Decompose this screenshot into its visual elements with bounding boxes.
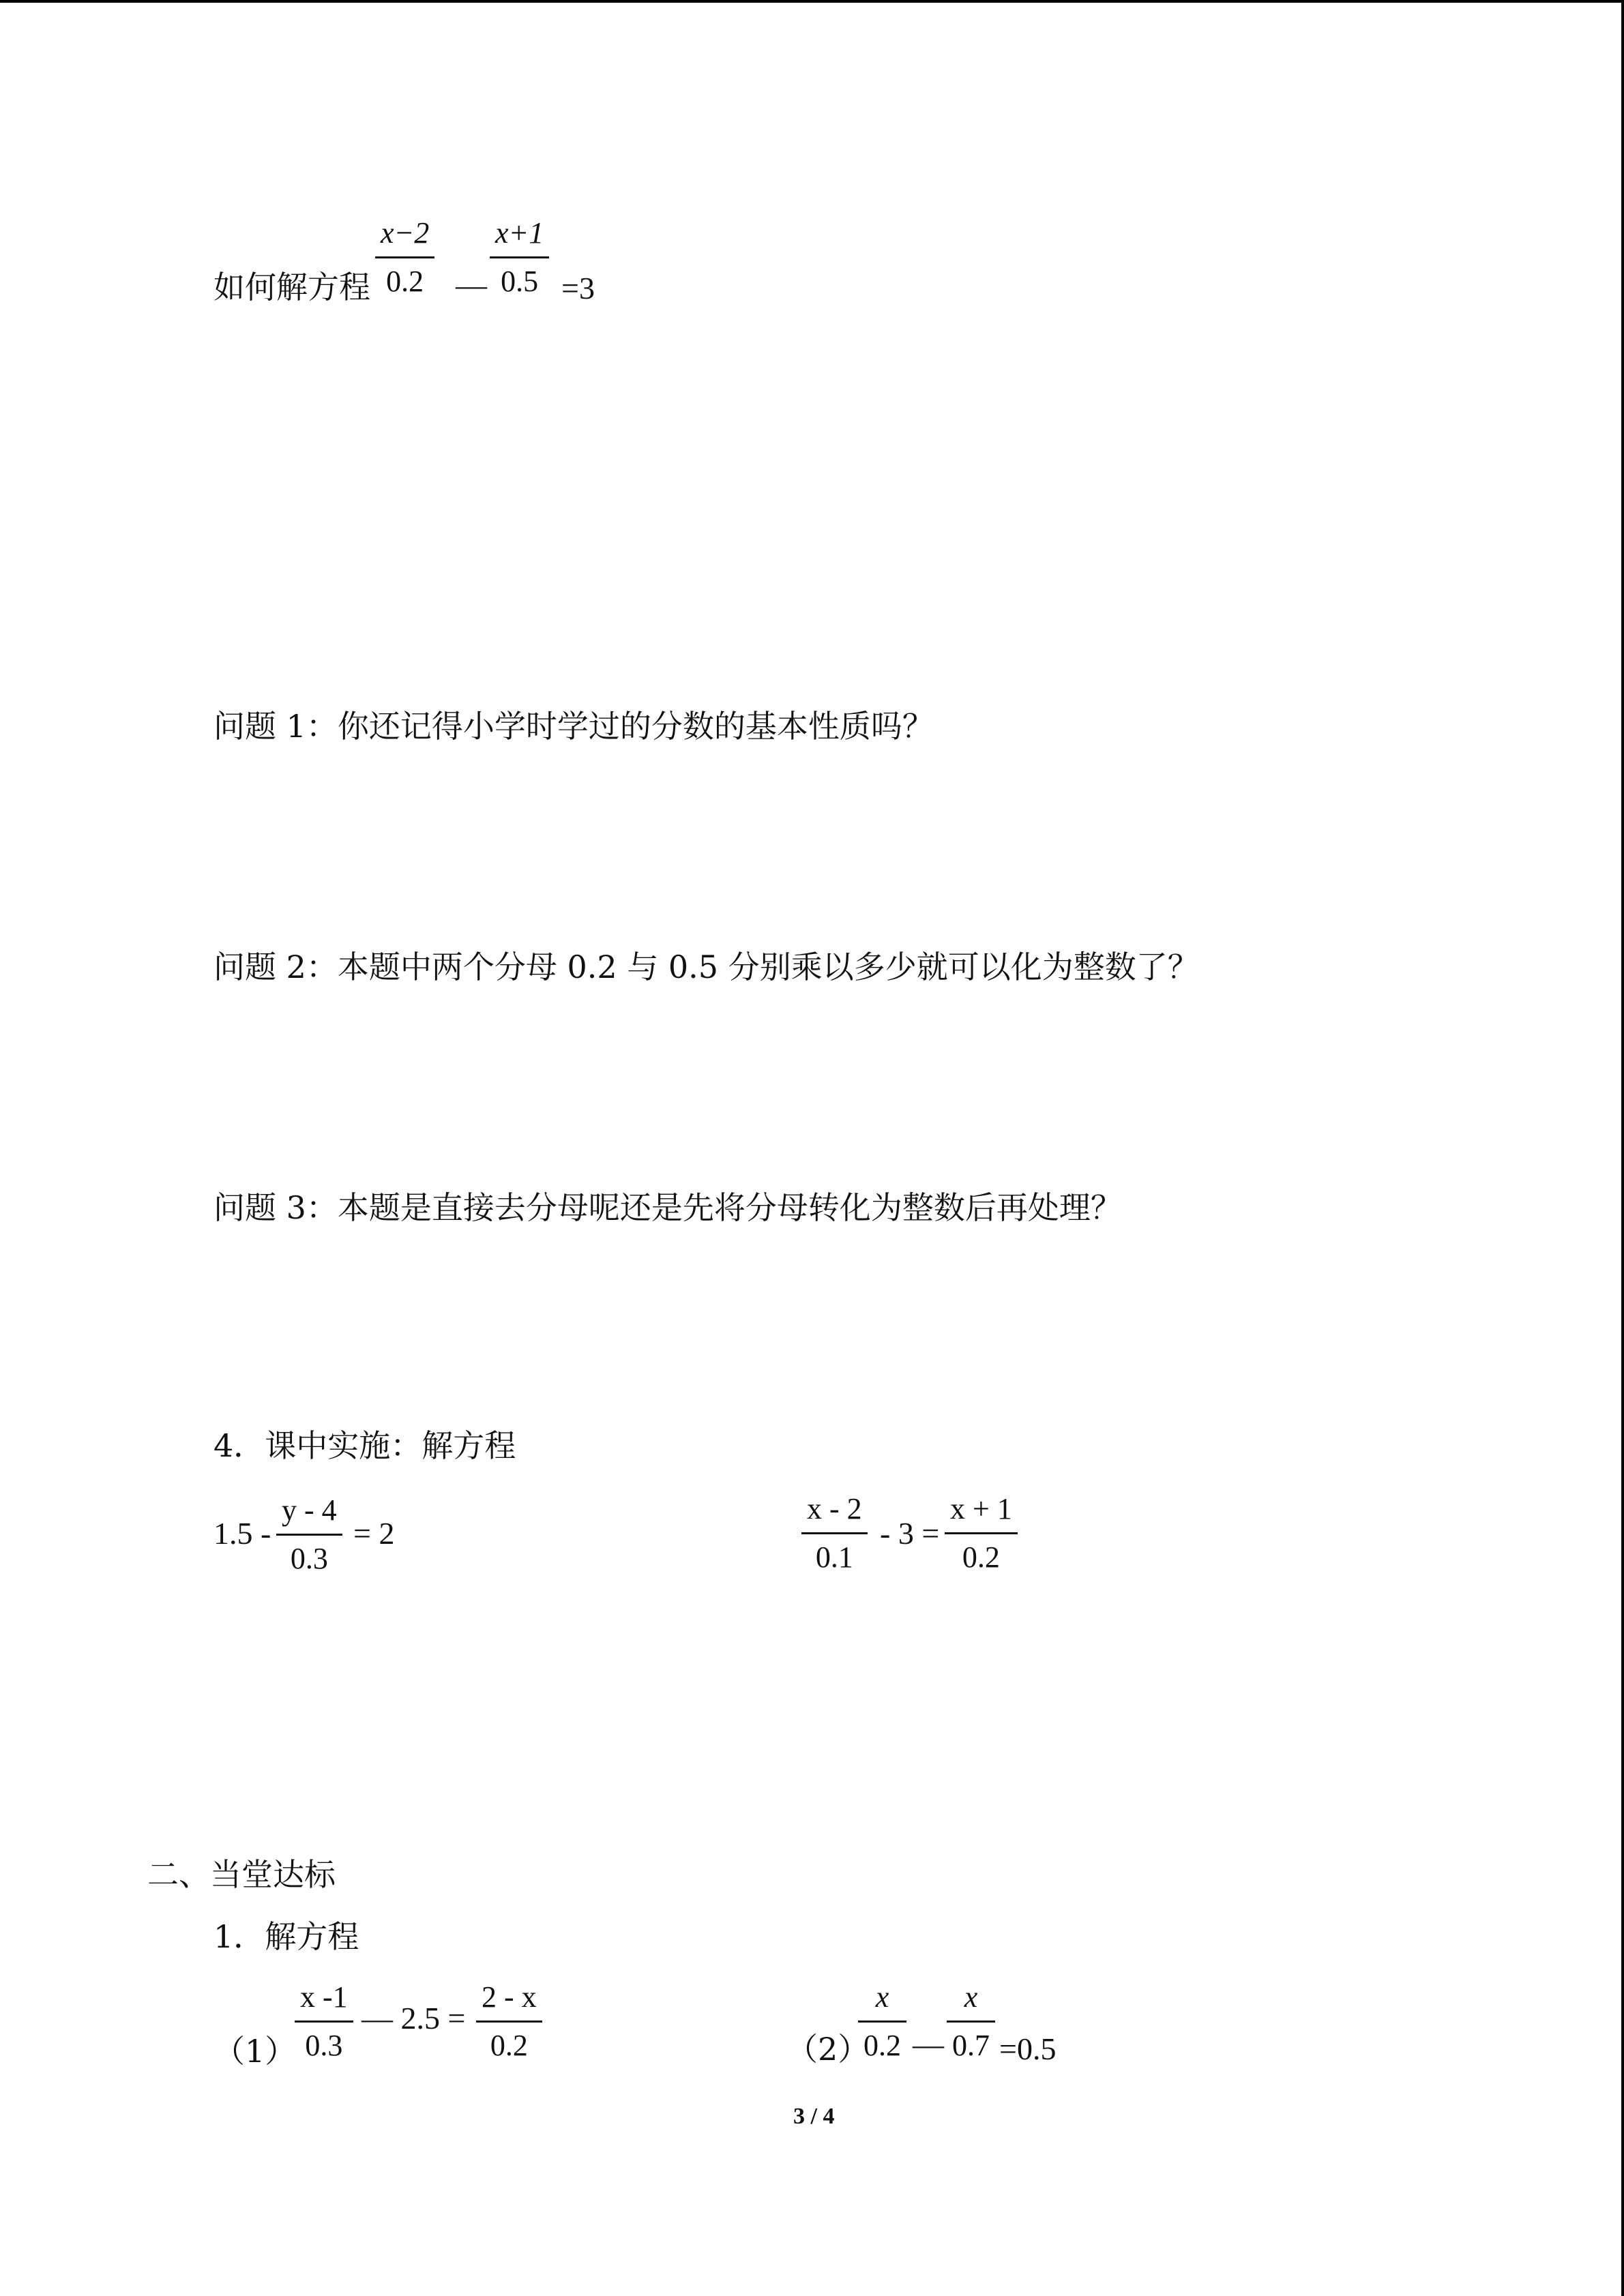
fraction-denominator: 0.3: [290, 1542, 328, 1575]
fraction-denominator: 0.3: [305, 2029, 343, 2062]
practice-eq2-fraction-2: [945, 1494, 1018, 1572]
fraction-denominator: 0.1: [815, 1540, 853, 1574]
fraction-denominator: 0.2: [386, 265, 424, 298]
fraction-numerator: x -1: [300, 1980, 348, 2014]
intro-prefix: 如何解方程: [213, 269, 370, 305]
fraction-denominator: 0.2: [962, 1540, 1000, 1574]
practice-eq1-left: 1.5 -: [213, 1516, 271, 1551]
practice-heading: 4．课中实施：解方程: [213, 1427, 516, 1464]
question-3: 问题 3：本题是直接去分母呢还是先将分母转化为整数后再处理？: [213, 1189, 1122, 1226]
problem-2-mid: —: [913, 2027, 944, 2061]
problem-1-mid: — 2.5 =: [361, 2001, 466, 2036]
intro-equals: =3: [561, 271, 595, 305]
problem-2-right: =0.5: [999, 2031, 1057, 2066]
problem-2-fraction-2: [947, 1982, 995, 2061]
practice-eq2-fraction-1: [801, 1494, 868, 1572]
problem-2-fraction-1: [858, 1982, 906, 2061]
question-2: 问题 2：本题中两个分母 0.2 与 0.5 分别乘以多少就可以化为整数了？: [213, 949, 1199, 985]
fraction-numerator: x: [875, 1980, 889, 2014]
section2-heading: 二、当堂达标: [147, 1856, 336, 1893]
practice-eq2-mid: - 3 =: [880, 1516, 940, 1551]
practice-eq1-right: = 2: [353, 1516, 395, 1551]
fraction-numerator: x: [964, 1980, 978, 2014]
problem-1-fraction-2: [476, 1982, 542, 2061]
section2-item: 1．解方程: [213, 1918, 359, 1955]
intro-fraction-1: [375, 218, 434, 297]
practice-eq1-fraction: [276, 1495, 342, 1574]
fraction-numerator: y - 4: [282, 1493, 337, 1527]
fraction-numerator: x+1: [495, 216, 544, 250]
fraction-denominator: 0.7: [952, 2029, 990, 2062]
fraction-numerator: 2 - x: [482, 1980, 537, 2014]
page-number: 3 / 4: [793, 2104, 835, 2129]
fraction-numerator: x−2: [381, 216, 430, 250]
fraction-numerator: x - 2: [807, 1492, 862, 1525]
problem-1-fraction-1: [295, 1982, 353, 2061]
intro-fraction-2: [490, 218, 549, 297]
intro-minus: —: [456, 267, 487, 302]
fraction-numerator: x + 1: [950, 1492, 1012, 1525]
problem-2-label: （2）: [786, 2031, 870, 2068]
fraction-denominator: 0.2: [490, 2029, 528, 2062]
fraction-denominator: 0.5: [501, 265, 539, 298]
question-1: 问题 1：你还记得小学时学过的分数的基本性质吗？: [213, 708, 934, 745]
problem-1-label: （1）: [213, 2033, 297, 2070]
fraction-denominator: 0.2: [863, 2029, 901, 2062]
